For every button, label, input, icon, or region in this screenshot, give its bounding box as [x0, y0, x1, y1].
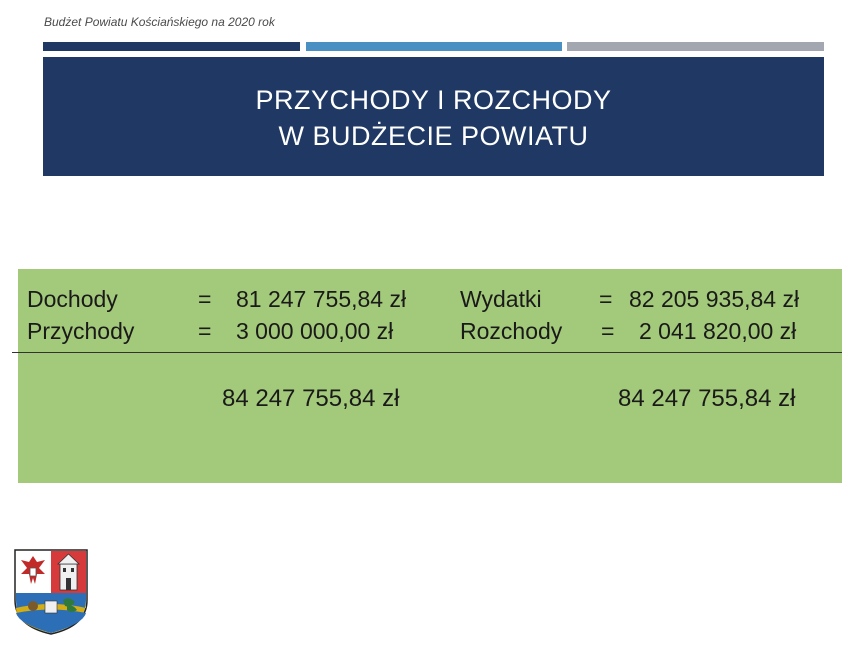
- accent-bar-gray: [567, 42, 824, 51]
- wydatki-label: Wydatki: [460, 286, 542, 312]
- rozchody-label: Rozchody: [460, 318, 563, 344]
- wydatki-equals: =: [599, 286, 613, 312]
- accent-bar-blue: [306, 42, 562, 51]
- przychody-label: Przychody: [27, 318, 135, 344]
- slide-title-line-2: W BUDŻECIE POWIATU: [278, 121, 589, 151]
- wydatki-value: 82 205 935,84 zł: [629, 286, 800, 312]
- dochody-label: Dochody: [27, 286, 118, 312]
- dochody-equals: =: [198, 286, 212, 312]
- sum-divider: [12, 352, 842, 353]
- accent-bar-navy: [43, 42, 300, 51]
- right-total: 84 247 755,84 zł: [618, 385, 796, 412]
- przychody-equals: =: [198, 318, 212, 344]
- rozchody-value: 2 041 820,00 zł: [639, 318, 797, 344]
- slide-title-banner: [43, 57, 824, 176]
- przychody-value: 3 000 000,00 zł: [236, 318, 394, 344]
- slide-title-line-1: PRZYCHODY I ROZCHODY: [255, 85, 612, 115]
- dochody-value: 81 247 755,84 zł: [236, 286, 407, 312]
- coat-of-arms-icon: [13, 548, 89, 636]
- document-title: Budżet Powiatu Kościańskiego na 2020 rok: [44, 15, 275, 29]
- rozchody-equals: =: [601, 318, 615, 344]
- left-total: 84 247 755,84 zł: [222, 385, 400, 412]
